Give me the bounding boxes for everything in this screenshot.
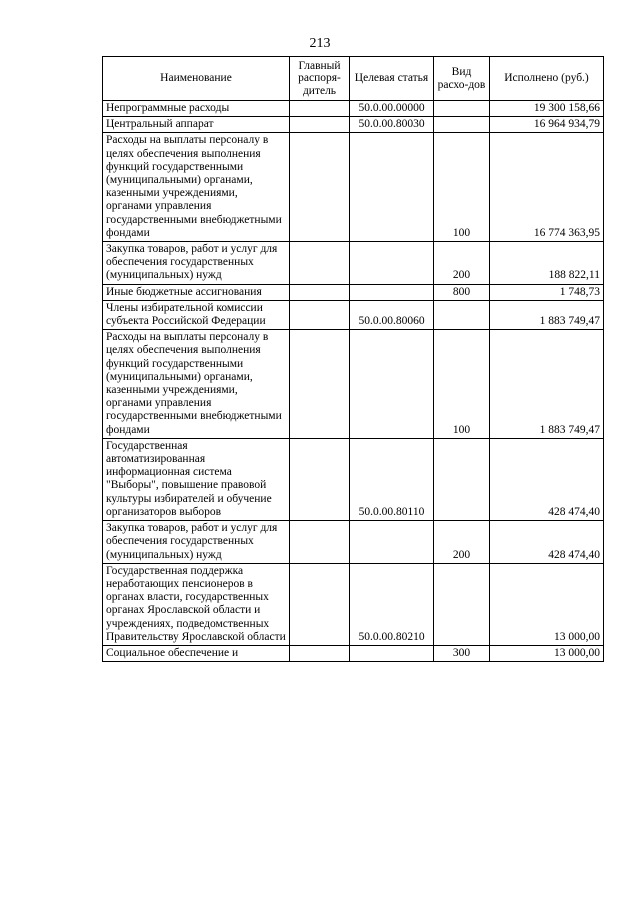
cell-name: Центральный аппарат bbox=[103, 117, 290, 133]
cell-dept bbox=[290, 438, 350, 520]
cell-name: Государственная поддержка неработающих пенсионеров в органах власти, государственных органах Ярославской области и учреждениях, подведомственных Правительству Ярославской области bbox=[103, 563, 290, 645]
cell-amount: 16 964 934,79 bbox=[490, 117, 604, 133]
cell-dept bbox=[290, 284, 350, 300]
cell-amount: 428 474,40 bbox=[490, 438, 604, 520]
cell-dept bbox=[290, 330, 350, 439]
cell-kind bbox=[434, 300, 490, 329]
table-row bbox=[103, 101, 604, 117]
page-number: 213 bbox=[309, 36, 331, 51]
cell-dept bbox=[290, 101, 350, 117]
cell-kind: 200 bbox=[434, 521, 490, 564]
cell-amount: 16 774 363,95 bbox=[490, 133, 604, 242]
cell-article: 50.0.00.80030 bbox=[350, 117, 434, 133]
cell-name: Члены избирательной комиссии субъекта Российской Федерации bbox=[103, 300, 290, 329]
cell-dept bbox=[290, 645, 350, 661]
cell-article bbox=[350, 242, 434, 285]
cell-article: 50.0.00.80060 bbox=[350, 300, 434, 329]
table-row bbox=[103, 438, 604, 520]
cell-article: 50.0.00.00000 bbox=[350, 101, 434, 117]
cell-name: Иные бюджетные ассигнования bbox=[103, 284, 290, 300]
table-row bbox=[103, 117, 604, 133]
cell-dept bbox=[290, 300, 350, 329]
cell-kind bbox=[434, 117, 490, 133]
cell-amount: 1 748,73 bbox=[490, 284, 604, 300]
cell-name: Непрограммные расходы bbox=[103, 101, 290, 117]
cell-article bbox=[350, 521, 434, 564]
header-article: Целевая статья bbox=[350, 57, 434, 101]
cell-kind: 100 bbox=[434, 133, 490, 242]
cell-dept bbox=[290, 117, 350, 133]
cell-name: Государственная автоматизированная информационная система "Выборы", повышение правовой культуры избирателей и обучение организаторов выборов bbox=[103, 438, 290, 520]
cell-kind: 200 bbox=[434, 242, 490, 285]
header-kind: Вид расхо-дов bbox=[434, 57, 490, 101]
cell-article: 50.0.00.80110 bbox=[350, 438, 434, 520]
table-row bbox=[103, 242, 604, 285]
cell-name: Расходы на выплаты персоналу в целях обеспечения выполнения функций государственными (муниципальными) органами, казенными учреждениями, органами управления государственными внебюджетными фондами bbox=[103, 133, 290, 242]
cell-name: Закупка товаров, работ и услуг для обеспечения государственных (муниципальных) нужд bbox=[103, 242, 290, 285]
table-row bbox=[103, 645, 604, 661]
cell-kind: 300 bbox=[434, 645, 490, 661]
table-row bbox=[103, 133, 604, 242]
cell-amount: 1 883 749,47 bbox=[490, 300, 604, 329]
cell-dept bbox=[290, 133, 350, 242]
header-name: Наименование bbox=[103, 57, 290, 101]
cell-amount: 428 474,40 bbox=[490, 521, 604, 564]
cell-name: Расходы на выплаты персоналу в целях обеспечения выполнения функций государственными (муниципальными) органами, казенными учреждениями, органами управления государственными внебюджетными фондами bbox=[103, 330, 290, 439]
cell-article: 50.0.00.80210 bbox=[350, 563, 434, 645]
cell-name: Закупка товаров, работ и услуг для обеспечения государственных (муниципальных) нужд bbox=[103, 521, 290, 564]
cell-kind: 100 bbox=[434, 330, 490, 439]
cell-amount: 13 000,00 bbox=[490, 563, 604, 645]
cell-article bbox=[350, 330, 434, 439]
cell-article bbox=[350, 284, 434, 300]
table-row bbox=[103, 284, 604, 300]
cell-dept bbox=[290, 242, 350, 285]
table-row bbox=[103, 300, 604, 329]
header-dept: Главный распоря-дитель bbox=[290, 57, 350, 101]
header-amount: Исполнено (руб.) bbox=[490, 57, 604, 101]
table-row bbox=[103, 330, 604, 439]
cell-amount: 19 300 158,66 bbox=[490, 101, 604, 117]
table-row bbox=[103, 563, 604, 645]
table-row bbox=[103, 521, 604, 564]
cell-dept bbox=[290, 521, 350, 564]
cell-amount: 13 000,00 bbox=[490, 645, 604, 661]
cell-kind: 800 bbox=[434, 284, 490, 300]
table-body bbox=[103, 101, 604, 662]
cell-dept bbox=[290, 563, 350, 645]
cell-article bbox=[350, 133, 434, 242]
budget-execution-table bbox=[102, 56, 604, 662]
cell-kind bbox=[434, 563, 490, 645]
cell-amount: 1 883 749,47 bbox=[490, 330, 604, 439]
cell-article bbox=[350, 645, 434, 661]
cell-name: Социальное обеспечение и bbox=[103, 645, 290, 661]
table-header bbox=[103, 57, 604, 101]
cell-kind bbox=[434, 101, 490, 117]
cell-kind bbox=[434, 438, 490, 520]
header-row bbox=[103, 57, 604, 101]
cell-amount: 188 822,11 bbox=[490, 242, 604, 285]
